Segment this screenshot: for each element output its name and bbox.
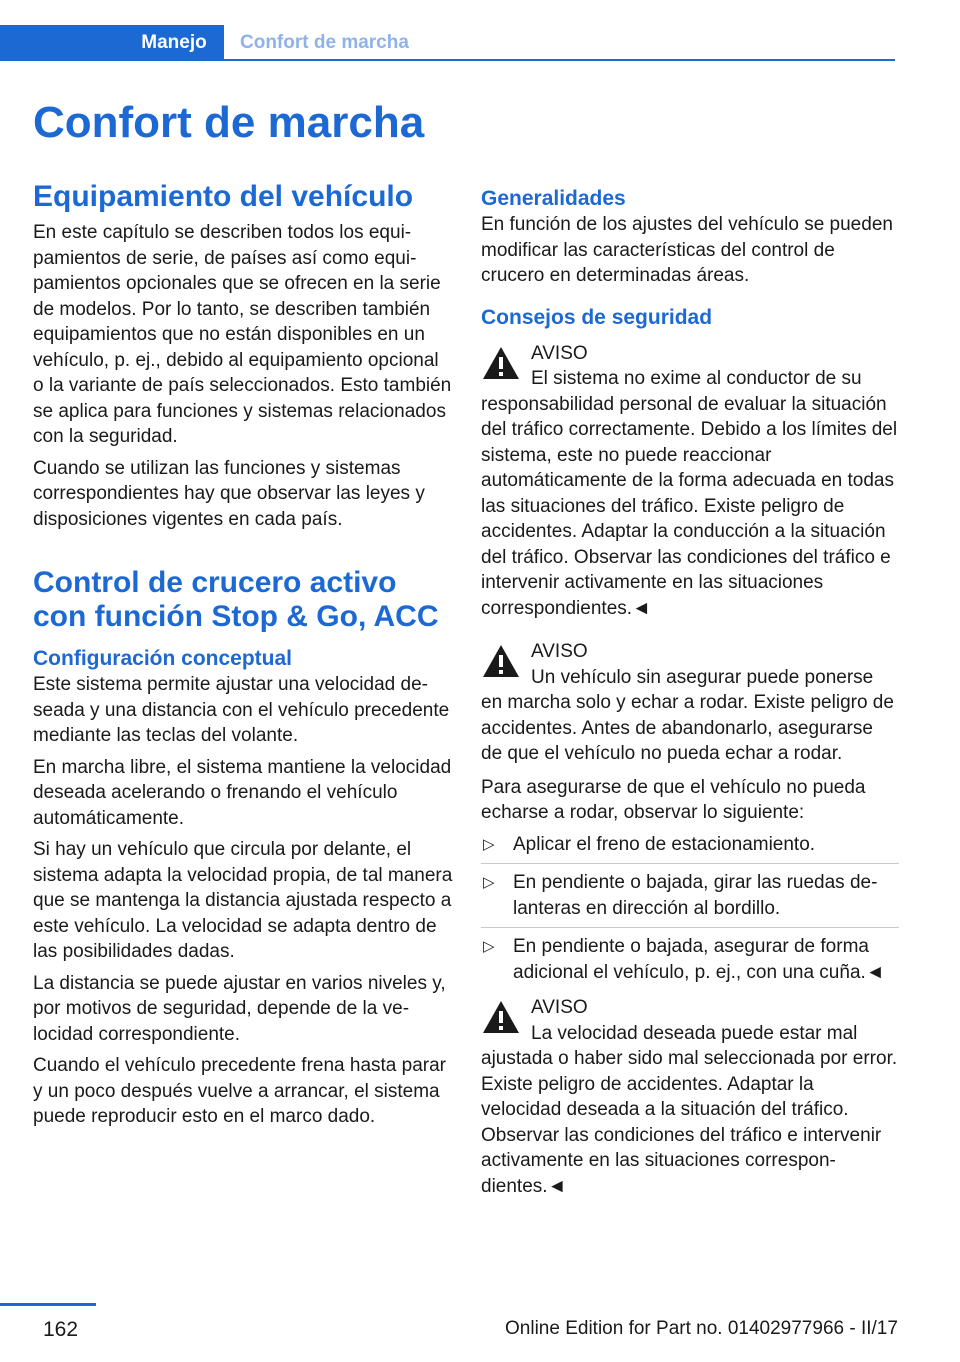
list-item [481,934,899,985]
warning-text: El sistema no exime al conductor de su responsabilidad personal de evaluar la situación del tráfico correctamente. Debido a los límites del sistema, este no puede reaccionar automáticamente de la forma adecuada en todas las situaciones del tráfico. Existe peligro de accidentes. Adaptar la conducción a la situación del tráfico. Observar las condiciones del tráfico e intervenir activamente en las situaciones correspondientes.◄ [481,368,898,619]
bullet-triangle-icon: ▷ [483,874,495,891]
paragraph-equipment-1: En este capítulo se describen todos los equipamientos de serie, de países así como equipamientos opcionales que se ofrecen en la serie de modelos. Por lo tanto, se describen también equipamientos que no están disponibles en un vehículo, p. ej., debido al equipamiento opcional o la variante de país seleccionados. Esto también se aplica para funciones y sistemas relacionados con la seguridad. [33,222,452,447]
paragraph-concept-2: En marcha libre, el sistema mantiene la velocidad deseada acelerando o frenando el vehículo automáticamente. [33,756,452,829]
paragraph-concept-3: Si hay un vehículo que circula por delante, el sistema adapta la velocidad propia, de tal manera que se mantenga la distancia ajustada respecto a este vehículo. La velocidad se adapta dentro de las posibilidades dadas. [33,839,453,962]
left-column [33,180,453,1136]
page-title: Confort de marcha [33,98,425,147]
right-column [481,186,899,1207]
warning-label: AVISO [531,997,588,1018]
header-accent-block [0,25,124,61]
divider [481,863,899,864]
header-bar [0,25,895,61]
heading-acc: Control de crucero activo con función Stop & Go, ACC [33,566,439,633]
warning-block-2 [481,639,899,767]
list-item [481,832,899,858]
list-item-text: En pendiente o bajada, girar las ruedas delanteras en dirección al bordillo. [513,872,878,919]
subheading-safety: Consejos de seguridad [481,305,713,329]
paragraph-secure: Para asegurarse de que el vehículo no pueda echarse a rodar, observar lo siguiente: [481,776,866,823]
bullet-triangle-icon: ▷ [483,938,495,955]
paragraph-concept-5: Cuando el vehículo precedente frena hasta parar y un poco después vuelve a arrancar, el sistema puede reproducir esto en el marco dado. [33,1055,446,1127]
subheading-general: Generalidades [481,187,626,210]
warning-text: La velocidad deseada puede estar mal ajustada o haber sido mal seleccionada por error. Existe peligro de accidentes. Adaptar la velocidad deseada a la situación del tráfico. Observar las condiciones del tráfico e intervenir activamente en las situaciones correspondientes.◄ [481,1022,898,1197]
subheading-concept: Configuración conceptual [33,647,293,670]
tab-chapter[interactable]: Manejo [124,25,224,61]
paragraph-equipment-2: Cuando se utilizan las funciones y sistemas correspondientes hay que observar las leyes y disposiciones vigentes en cada país. [33,457,425,530]
divider [481,927,899,928]
warning-label: AVISO [531,342,588,364]
heading-equipment: Equipamiento del vehículo [33,180,414,213]
paragraph-concept-4: La distancia se puede ajustar en varios niveles y, por motivos de seguridad, depende de la velocidad correspondiente. [33,972,446,1045]
warning-block-3 [481,995,899,1199]
paragraph-concept-1: Este sistema permite ajustar una velocidad deseada y una distancia con el vehículo precedente mediante las teclas del volante. [33,674,450,746]
paragraph-general: En función de los ajustes del vehículo se pueden modificar las características del control de crucero en determinadas áreas. [481,214,893,286]
bullet-list [481,832,899,986]
warning-text: Un vehículo sin asegurar puede ponerse en marcha solo y echar a rodar. Existe peligro de accidentes. Antes de abandonarlo, asegurarse de que el vehículo no pueda echar a rodar. [481,666,894,764]
warning-block-1 [481,341,899,622]
warning-triangle-icon [481,345,521,381]
header-rule [224,59,895,61]
warning-triangle-icon [481,643,521,679]
bullet-triangle-icon: ▷ [483,835,495,853]
tab-section[interactable]: Confort de marcha [240,32,409,53]
page-number: 162 [43,1318,79,1341]
edition-note: Online Edition for Part no. 01402977966 - II/17 [505,1318,898,1339]
warning-triangle-icon [481,999,521,1035]
footer-rule [0,1303,96,1306]
list-item-text: En pendiente o bajada, asegurar de forma adicional el vehículo, p. ej., con una cuña.◄ [513,936,885,983]
list-item [481,870,899,921]
warning-label: AVISO [531,641,588,662]
list-item-text: Aplicar el freno de estacionamiento. [513,833,816,855]
